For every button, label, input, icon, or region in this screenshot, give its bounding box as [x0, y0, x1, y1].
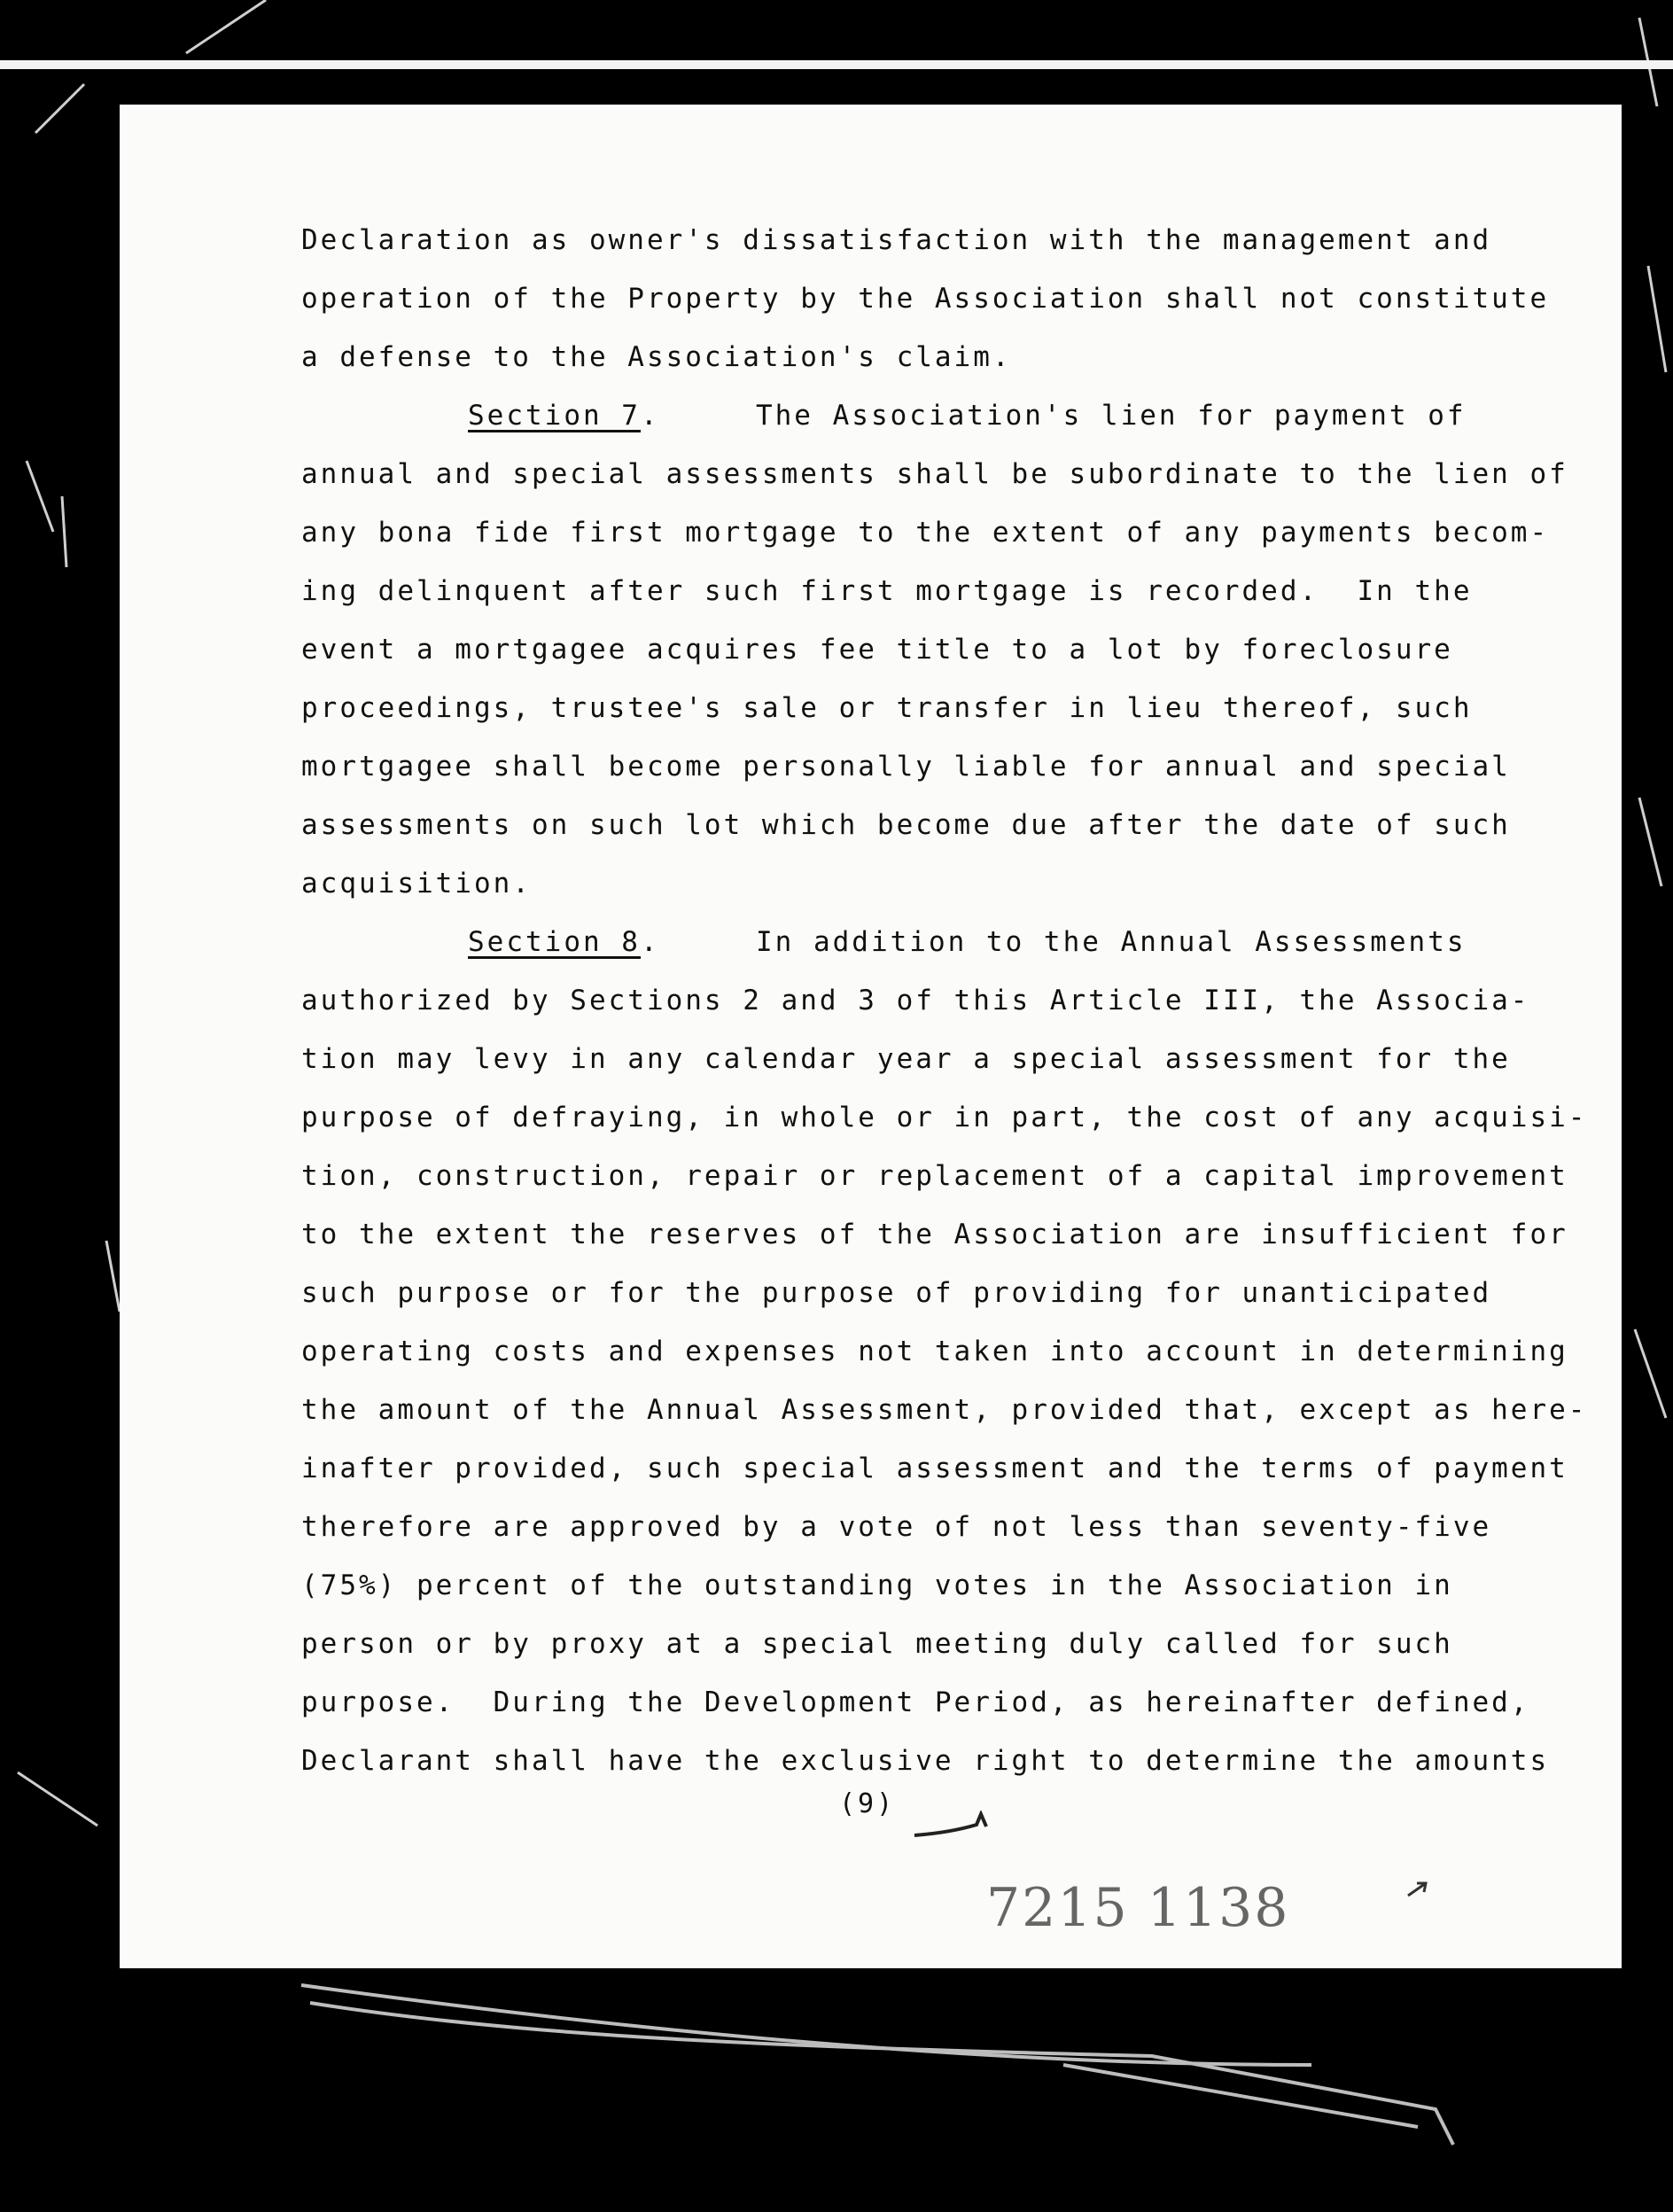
section-heading: Section 8 — [468, 926, 641, 958]
text-line — [301, 1556, 1542, 1615]
text-line — [301, 445, 1568, 503]
line-text: the amount of the Annual Assessment, provided that, except as here- — [301, 1394, 1588, 1426]
text-line — [301, 562, 1542, 620]
text-line — [301, 1381, 1588, 1439]
line-text: mortgagee shall become personally liable for annual and special — [301, 751, 1511, 783]
text-line — [301, 1498, 1542, 1556]
line-text: tion, construction, repair or replacement of a capital improvement — [301, 1160, 1568, 1192]
line-text: to the extent the reserves of the Association are insufficient for — [301, 1219, 1568, 1250]
handwritten-check-mark — [910, 1811, 999, 1846]
document-number: 7215 1138 — [986, 1877, 1290, 1939]
text-line — [301, 679, 1542, 737]
text-line — [301, 1205, 1568, 1264]
text-line — [301, 913, 1542, 971]
text-line — [301, 1030, 1542, 1088]
text-line — [301, 854, 1542, 913]
text-line — [301, 1322, 1568, 1381]
text-line — [301, 796, 1542, 854]
text-line — [301, 620, 1542, 679]
section-heading: Section 7 — [468, 400, 641, 432]
line-text: a defense to the Association's claim. — [301, 341, 1012, 373]
line-text: such purpose or for the purpose of providing for unanticipated — [301, 1277, 1492, 1309]
text-line — [301, 503, 1550, 562]
line-text: purpose. During the Development Period, as hereinafter defined, — [301, 1686, 1530, 1718]
line-text: any bona fide first mortgage to the extent of any payments becom- — [301, 517, 1550, 549]
line-text: authorized by Sections 2 and 3 of this Article III, the Associa- — [301, 985, 1530, 1016]
line-text: acquisition. — [301, 868, 532, 900]
text-line — [301, 1147, 1568, 1205]
text-line — [301, 211, 1542, 269]
text-line — [301, 1673, 1542, 1732]
text-line — [301, 1264, 1542, 1322]
text-line — [301, 1439, 1568, 1498]
line-text: inafter provided, such special assessment and the terms of payment — [301, 1453, 1568, 1484]
page-number: (9) — [839, 1788, 896, 1819]
line-text: annual and special assessments shall be subordinate to the lien of — [301, 458, 1568, 490]
scan-top-rule — [0, 60, 1673, 69]
line-text: proceedings, trustee's sale or transfer in lieu thereof, such — [301, 692, 1473, 724]
line-text: . The Association's lien for payment of — [640, 400, 1467, 432]
line-text: Declarant shall have the exclusive right to determine the amounts — [301, 1745, 1550, 1777]
text-line — [301, 1088, 1588, 1147]
line-text: tion may levy in any calendar year a special assessment for the — [301, 1043, 1511, 1075]
document-page — [120, 105, 1622, 1968]
text-line — [301, 269, 1550, 328]
line-text: Declaration as owner's dissatisfaction with the management and — [301, 224, 1492, 256]
line-text: (75%) percent of the outstanding votes in the Association in — [301, 1569, 1453, 1601]
text-line — [301, 1732, 1550, 1790]
line-text: ing delinquent after such first mortgage is recorded. In the — [301, 575, 1473, 607]
text-line — [301, 1615, 1542, 1673]
text-line — [301, 971, 1542, 1030]
text-line — [301, 386, 1542, 445]
line-text: operation of the Property by the Association shall not constitute — [301, 283, 1550, 315]
line-text: person or by proxy at a special meeting duly called for such — [301, 1628, 1453, 1660]
line-text: therefore are approved by a vote of not less than seventy-five — [301, 1511, 1492, 1543]
line-text: . In addition to the Annual Assessments — [640, 926, 1467, 958]
text-line — [301, 737, 1542, 796]
line-text: operating costs and expenses not taken into account in determining — [301, 1336, 1568, 1367]
line-text: event a mortgagee acquires fee title to a lot by foreclosure — [301, 634, 1453, 666]
paper-edge-bottom — [301, 1985, 1453, 2145]
document-body — [301, 211, 1588, 1790]
line-text: purpose of defraying, in whole or in part, the cost of any acquisi- — [301, 1102, 1588, 1133]
text-line — [301, 328, 1542, 386]
arrow-mark-icon — [1405, 1878, 1431, 1899]
line-text: assessments on such lot which become due after the date of such — [301, 809, 1511, 841]
